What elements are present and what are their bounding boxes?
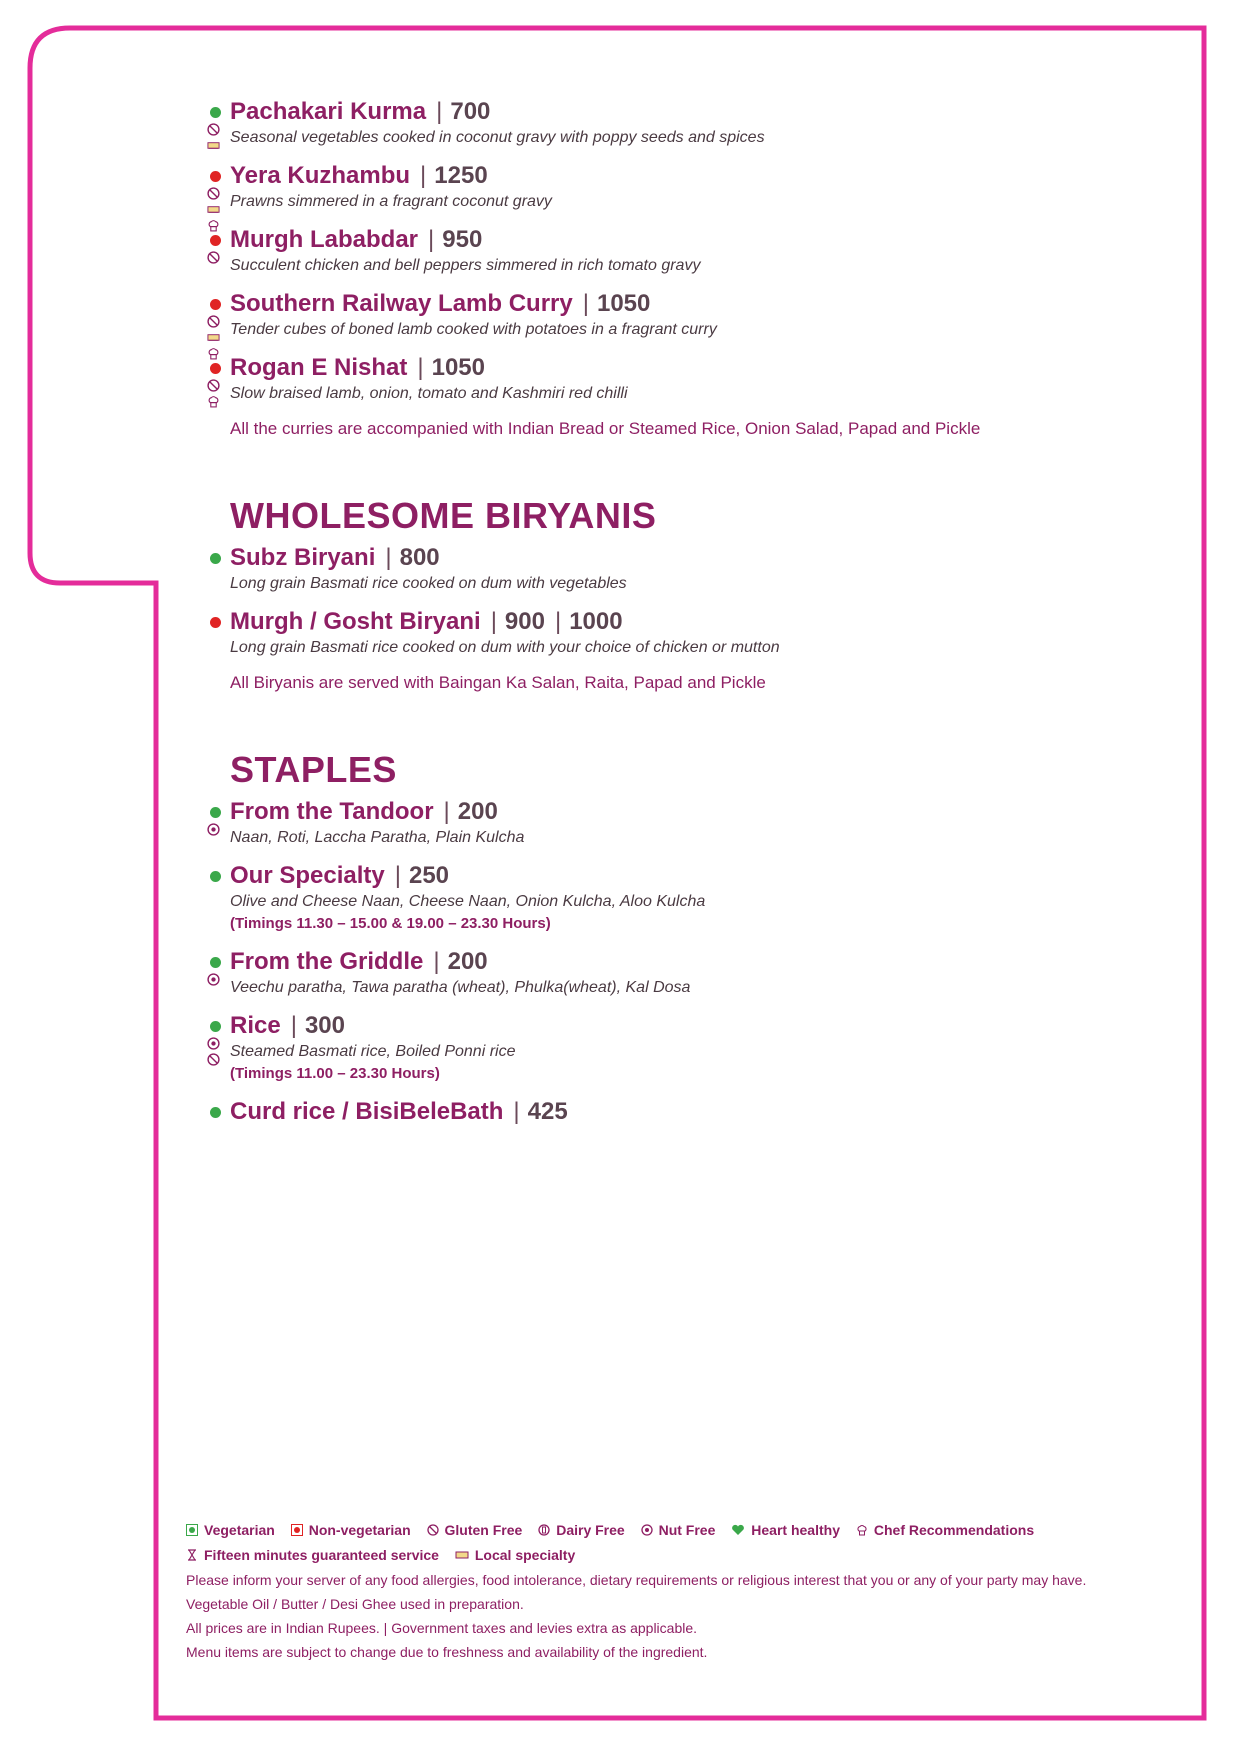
chef-hat-icon <box>856 1524 868 1536</box>
item-title-row <box>230 223 1150 257</box>
veg-dot-icon <box>210 807 221 818</box>
gluten-free-icon <box>427 1524 439 1536</box>
price-separator: | <box>554 608 562 635</box>
biryanis-list <box>230 541 1150 659</box>
veg-dot-icon <box>210 1021 221 1032</box>
item-markers <box>207 187 220 232</box>
item-markers <box>207 379 220 408</box>
price-separator: | <box>420 162 427 189</box>
veg-dot-icon <box>210 871 221 882</box>
price-separator: | <box>394 862 401 889</box>
heart-icon <box>731 1524 745 1536</box>
price-separator: | <box>433 948 440 975</box>
item-title-row <box>230 859 1150 893</box>
menu-item <box>230 287 1150 341</box>
nut-free-icon <box>641 1524 653 1536</box>
veg-dot-icon <box>210 553 221 564</box>
local-specialty-icon <box>207 139 220 152</box>
biryanis-section-title: WHOLESOME BIRYANIS <box>230 495 657 536</box>
item-title-row <box>230 605 1150 639</box>
legend-oil-note: Vegetable Oil / Butter / Desi Ghee used in preparation. <box>186 1596 524 1612</box>
chef-recommendation-icon <box>207 395 220 408</box>
price-separator: | <box>443 798 450 825</box>
legend-price-note: All prices are in Indian Rupees. | Government taxes and levies extra as applicable. <box>186 1620 698 1636</box>
item-description: Long grain Basmati rice cooked on dum with your choice of chicken or mutton <box>230 639 780 656</box>
menu-item <box>230 945 1150 999</box>
menu-item <box>230 1095 1150 1129</box>
menu-item <box>230 859 1150 935</box>
item-name: Our Specialty <box>230 862 385 889</box>
nonveg-dot-icon <box>210 299 221 310</box>
menu-item <box>230 1009 1150 1085</box>
item-description: Olive and Cheese Naan, Cheese Naan, Onion Kulcha, Aloo Kulcha <box>230 893 706 910</box>
item-name: Yera Kuzhambu <box>230 162 411 189</box>
price-separator: | <box>417 354 424 381</box>
nonveg-dot-icon <box>210 363 221 374</box>
legend-change-note: Menu items are subject to change due to freshness and availability of the ingredient. <box>186 1644 708 1660</box>
item-price: 300 <box>304 1012 345 1039</box>
item-description: Seasonal vegetables cooked in coconut gravy with poppy seeds and spices <box>230 129 765 146</box>
item-markers <box>207 251 220 264</box>
price-separator: | <box>582 290 589 317</box>
item-price-secondary: 1000 <box>569 608 623 635</box>
legend-icons-row-2 <box>186 1543 1186 1568</box>
item-description: Steamed Basmati rice, Boiled Ponni rice <box>230 1043 516 1060</box>
item-title-row <box>230 1095 1150 1129</box>
gluten-free-icon <box>207 1053 220 1066</box>
menu-item <box>230 159 1150 213</box>
legend-nut-free: Nut Free <box>641 1518 716 1542</box>
legend-allergy-note: Please inform your server of any food allergies, food intolerance, dietary requirements or religious interest that you or any of your party may have. <box>186 1572 1087 1588</box>
staples-section-title: STAPLES <box>230 749 397 790</box>
item-title-row <box>230 351 1150 385</box>
local-specialty-icon <box>207 331 220 344</box>
item-markers <box>207 1037 220 1066</box>
item-price: 700 <box>450 98 491 125</box>
menu-item <box>230 223 1150 277</box>
item-timing: (Timings 11.30 – 15.00 & 19.00 – 23.30 Hours) <box>230 915 551 932</box>
chef-recommendation-icon <box>207 347 220 360</box>
item-title-row <box>230 95 1150 129</box>
legend-chef: Chef Recommendations <box>856 1518 1034 1542</box>
menu-item <box>230 605 1150 659</box>
biryanis-note: All Biryanis are served with Baingan Ka Salan, Raita, Papad and Pickle <box>230 673 766 692</box>
item-markers <box>207 315 220 360</box>
item-name: From the Griddle <box>230 948 424 975</box>
item-price: 1050 <box>431 354 485 381</box>
local-specialty-icon <box>455 1549 469 1561</box>
item-title-row <box>230 159 1150 193</box>
item-title-row <box>230 541 1150 575</box>
item-price: 950 <box>442 226 483 253</box>
nonveg-dot-icon <box>210 617 221 628</box>
item-title-row <box>230 945 1150 979</box>
nonveg-dot-icon <box>210 171 221 182</box>
item-price: 1250 <box>434 162 488 189</box>
item-title-row <box>230 795 1150 829</box>
item-price: 425 <box>527 1098 568 1125</box>
curries-note: All the curries are accompanied with Indian Bread or Steamed Rice, Onion Salad, Papad and Pickle <box>230 419 981 438</box>
nonveg-dot-icon <box>210 235 221 246</box>
gluten-free-icon <box>207 251 220 264</box>
legend-heart-healthy: Heart healthy <box>731 1518 840 1542</box>
dairy-free-icon <box>538 1524 550 1536</box>
menu-item <box>230 795 1150 849</box>
legend-icons-row-1 <box>186 1518 1186 1543</box>
legend-nonveg: Non-vegetarian <box>291 1518 411 1542</box>
item-price: 200 <box>457 798 498 825</box>
chef-recommendation-icon <box>207 219 220 232</box>
item-name: Subz Biryani <box>230 544 376 571</box>
item-name: Rice <box>230 1012 281 1039</box>
menu-item <box>230 351 1150 405</box>
price-separator: | <box>385 544 392 571</box>
item-name: Southern Railway Lamb Curry <box>230 290 573 317</box>
item-price: 800 <box>399 544 440 571</box>
item-name: Murgh Lababdar <box>230 226 419 253</box>
price-separator: | <box>436 98 443 125</box>
item-price: 900 <box>504 608 545 635</box>
item-name: From the Tandoor <box>230 798 434 825</box>
item-name: Pachakari Kurma <box>230 98 427 125</box>
gluten-free-icon <box>207 379 220 392</box>
staples-list <box>230 795 1150 1129</box>
item-name: Rogan E Nishat <box>230 354 408 381</box>
item-description: Slow braised lamb, onion, tomato and Kashmiri red chilli <box>230 385 628 402</box>
item-title-row <box>230 1009 1150 1043</box>
nut-free-icon <box>207 1037 220 1050</box>
curries-list <box>230 95 1150 405</box>
price-separator: | <box>490 608 497 635</box>
veg-dot-icon <box>210 957 221 968</box>
price-separator: | <box>513 1098 520 1125</box>
menu-item <box>230 95 1150 149</box>
item-description: Tender cubes of boned lamb cooked with potatoes in a fragrant curry <box>230 321 717 338</box>
item-description: Veechu paratha, Tawa paratha (wheat), Phulka(wheat), Kal Dosa <box>230 979 691 996</box>
gluten-free-icon <box>207 123 220 136</box>
legend-gluten-free: Gluten Free <box>427 1518 523 1542</box>
item-price: 1050 <box>596 290 651 317</box>
price-separator: | <box>428 226 435 253</box>
item-title-row <box>230 287 1150 321</box>
item-price: 250 <box>408 862 450 889</box>
legend-vegetarian: Vegetarian <box>186 1518 275 1542</box>
item-name: Murgh / Gosht Biryani <box>230 608 481 635</box>
menu-item <box>230 541 1150 595</box>
gluten-free-icon <box>207 315 220 328</box>
item-description: Long grain Basmati rice cooked on dum with vegetables <box>230 575 627 592</box>
price-separator: | <box>290 1012 297 1039</box>
legend <box>186 1518 1186 1664</box>
nonveg-square-icon <box>291 1524 303 1536</box>
item-markers <box>207 123 220 152</box>
veg-square-icon <box>186 1524 198 1536</box>
legend-fifteen-minutes: Fifteen minutes guaranteed service <box>186 1543 439 1567</box>
local-specialty-icon <box>207 203 220 216</box>
menu-content <box>230 95 1150 1139</box>
legend-local-specialty: Local specialty <box>455 1543 575 1567</box>
legend-dairy-free: Dairy Free <box>538 1518 624 1542</box>
veg-dot-icon <box>210 107 221 118</box>
item-name: Curd rice / BisiBeleBath <box>230 1098 504 1125</box>
item-markers <box>207 973 220 986</box>
item-price: 200 <box>447 948 488 975</box>
nut-free-icon <box>207 973 220 986</box>
item-timing: (Timings 11.00 – 23.30 Hours) <box>230 1065 440 1082</box>
item-description: Succulent chicken and bell peppers simmered in rich tomato gravy <box>230 257 701 274</box>
item-markers <box>207 823 220 836</box>
veg-dot-icon <box>210 1107 221 1118</box>
hourglass-icon <box>186 1549 198 1561</box>
item-description: Naan, Roti, Laccha Paratha, Plain Kulcha <box>230 829 525 846</box>
gluten-free-icon <box>207 187 220 200</box>
item-description: Prawns simmered in a fragrant coconut gravy <box>230 193 552 210</box>
nut-free-icon <box>207 823 220 836</box>
